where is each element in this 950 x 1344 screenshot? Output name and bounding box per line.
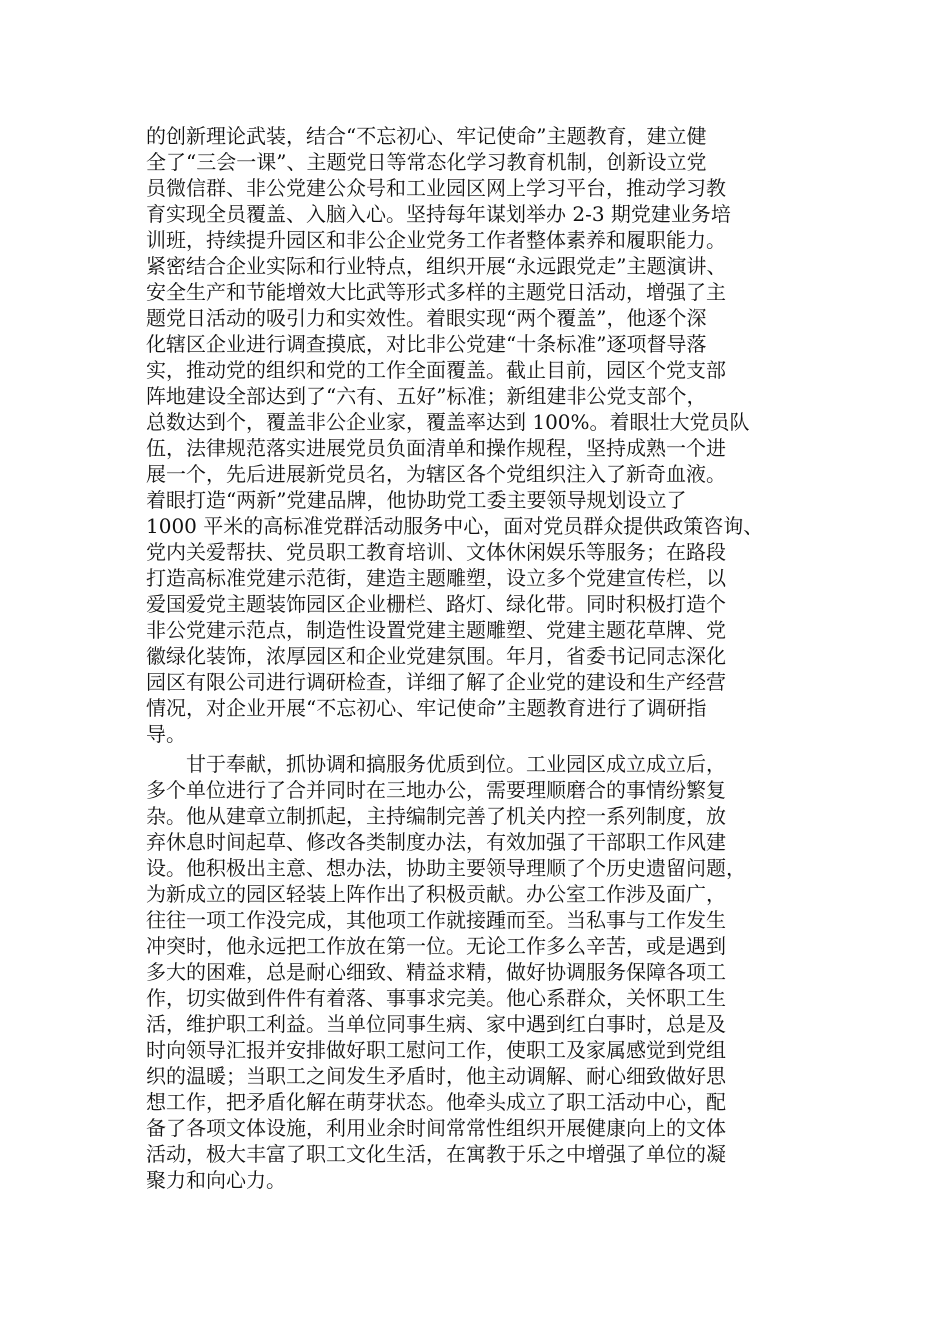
text-line: 的创新理论武装，结合“不忘初心、牢记使命”主题教育，建立健 [146,124,707,148]
text-line: 题党日活动的吸引力和实效性。着眼实现“两个覆盖”，他逐个深 [146,306,707,330]
text-line: 活，维护职工利益。当单位同事生病、家中遇到红白事时，总是及 [146,1012,726,1036]
text-line: 安全生产和节能增效大比武等形式多样的主题党日活动，增强了主 [146,280,726,304]
text-line: 设。他积极出主意、想办法，协助主要领导理顺了个历史遗留问题， [146,856,746,880]
text-line: 员微信群、非公党建公众号和工业园区网上学习平台，推动学习教 [146,176,726,200]
text-line: 园区有限公司进行调研检查，详细了解了企业党的建设和生产经营 [146,670,726,694]
paragraph-2 [146,751,811,1193]
text-line: 弃休息时间起草、修改各类制度办法，有效加强了干部职工作风建 [146,830,726,854]
text-line: 时向领导汇报并安排做好职工慰问工作，使职工及家属感觉到党组 [146,1038,726,1062]
text-line: 冲突时，他永远把工作放在第一位。无论工作多么辛苦，或是遇到 [146,934,726,958]
text-line: 全了“三会一课”、主题党日等常态化学习教育机制，创新设立党 [146,150,707,174]
text-line: 为新成立的园区轻装上阵作出了积极贡献。办公室工作涉及面广， [146,882,726,906]
text-line: 1000 平米的高标准党群活动服务中心，面对党员群众提供政策咨询、 [146,514,764,538]
text-line: 多个单位进行了合并同时在三地办公，需要理顺磨合的事情纷繁复 [146,778,726,802]
text-line: 作，切实做到件件有着落、事事求完美。他心系群众，关怀职工生 [146,986,726,1010]
text-line: 杂。他从建章立制抓起，主持编制完善了机关内控一系列制度，放 [146,804,726,828]
text-line: 备了各项文体设施，利用业余时间常常性组织开展健康向上的文体 [146,1116,726,1140]
text-line: 活动，极大丰富了职工文化生活，在寓教于乐之中增强了单位的凝 [146,1142,726,1166]
text-line: 育实现全员覆盖、入脑入心。坚持每年谋划举办 2-3 期党建业务培 [146,202,731,226]
text-line: 党内关爱帮扶、党员职工教育培训、文体休闲娱乐等服务；在路段 [146,540,726,564]
paragraph-1 [146,123,811,747]
text-line: 伍，法律规范落实进展党员负面清单和操作规程，坚持成熟一个进 [146,436,726,460]
text-line: 紧密结合企业实际和行业特点，组织开展“永远跟党走”主题演讲、 [146,254,727,278]
text-line: 织的温暖；当职工之间发生矛盾时，他主动调解、耐心细致做好思 [146,1064,726,1088]
text-line: 阵地建设全部达到了“六有、五好”标准；新组建非公党支部个， [146,384,707,408]
text-line: 徽绿化装饰，浓厚园区和企业党建氛围。年月，省委书记同志深化 [146,644,726,668]
text-line: 多大的困难，总是耐心细致、精益求精，做好协调服务保障各项工 [146,960,726,984]
text-line: 爱国爱党主题装饰园区企业栅栏、路灯、绿化带。同时积极打造个 [146,592,726,616]
text-line: 非公党建示范点，制造性设置党建主题雕塑、党建主题花草牌、党 [146,618,726,642]
text-line: 实，推动党的组织和党的工作全面覆盖。截止目前，园区个党支部 [146,358,726,382]
text-line: 化辖区企业进行调查摸底，对比非公党建“十条标准”逐项督导落 [146,332,707,356]
text-line: 展一个，先后进展新党员名，为辖区各个党组织注入了新奇血液。 [146,462,726,486]
text-line: 总数达到个，覆盖非公企业家，覆盖率达到 100%。着眼壮大党员队 [146,410,750,434]
text-line: 训班，持续提升园区和非公企业党务工作者整体素养和履职能力。 [146,228,726,252]
document-body [146,123,811,1193]
text-line: 想工作，把矛盾化解在萌芽状态。他牵头成立了职工活动中心，配 [146,1090,726,1114]
text-line: 甘于奉献，抓协调和搞服务优质到位。工业园区成立成立后， [146,752,726,776]
text-line: 情况，对企业开展“不忘初心、牢记使命”主题教育进行了调研指 [146,696,707,720]
text-line: 打造高标准党建示范街，建造主题雕塑，设立多个党建宣传栏，以 [146,566,726,590]
text-line: 导。 [146,722,186,746]
text-line: 往往一项工作没完成，其他项工作就接踵而至。当私事与工作发生 [146,908,726,932]
text-line: 聚力和向心力。 [146,1168,286,1192]
text-line: 着眼打造“两新”党建品牌，他协助党工委主要领导规划设立了 [146,488,687,512]
